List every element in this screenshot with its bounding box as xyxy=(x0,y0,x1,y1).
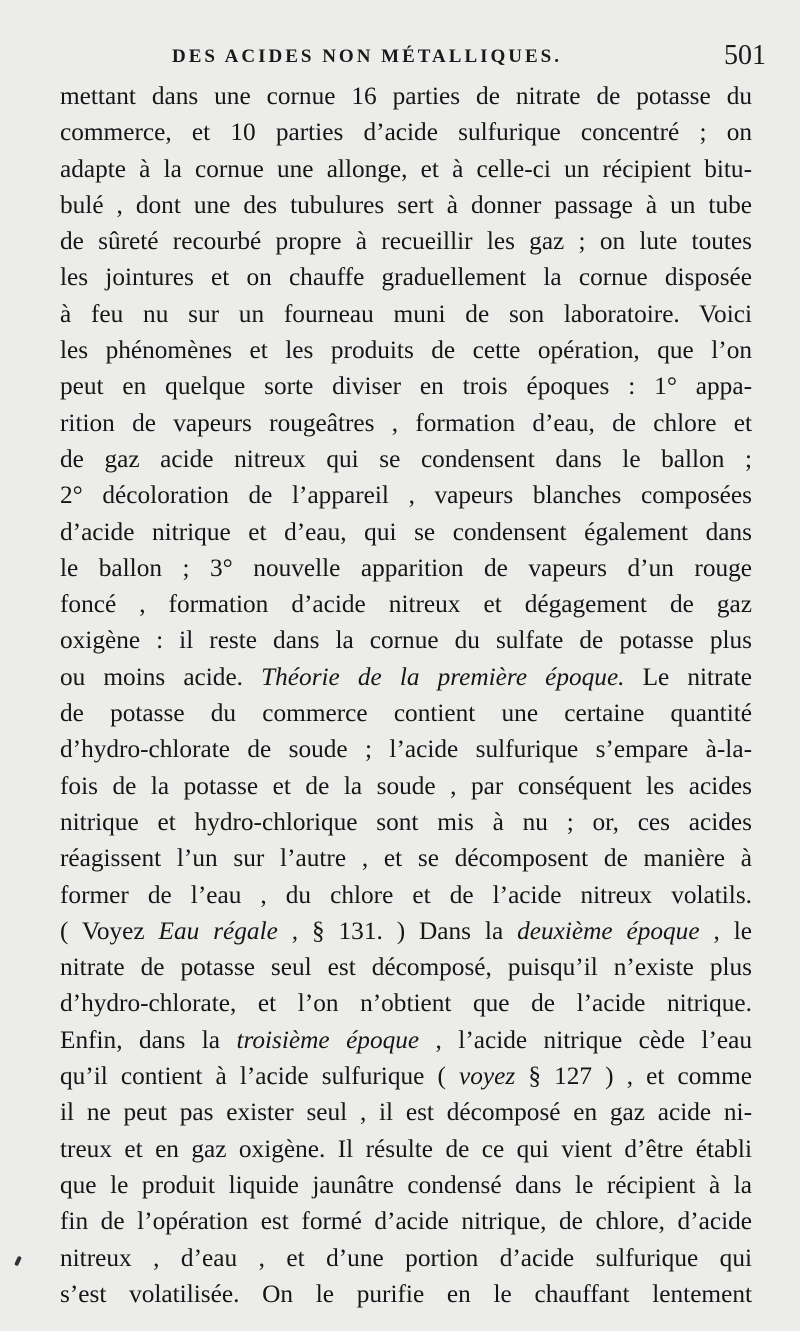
text-segment: , le xyxy=(699,916,752,945)
text-segment: adapte à la cornue une allonge, et à celle-ci un récipient bitu- xyxy=(60,154,752,183)
text-segment: commerce, et 10 parties d’acide sulfurique concentré ; on xyxy=(60,118,752,147)
text-line xyxy=(60,1022,752,1058)
text-segment: d’hydro-chlorate, et l’on n’obtient que de l’acide nitrique. xyxy=(60,989,752,1018)
page-number: 501 xyxy=(724,40,766,71)
text-segment: rition de vapeurs rougeâtres , formation d’eau, de chlore et xyxy=(60,408,752,437)
text-segment: s’est volatilisée. On le purifie en le chauffant lentement xyxy=(60,1279,752,1308)
text-segment: foncé , formation d’acide nitreux et dégagement de gaz xyxy=(60,590,752,619)
text-segment: treux et en gaz oxigène. Il résulte de ce qui vient d’être établi xyxy=(60,1134,752,1163)
text-line xyxy=(60,296,752,332)
text-line xyxy=(60,1276,752,1312)
text-segment: 2° décoloration de l’appareil , vapeurs blanches composées xyxy=(60,481,752,510)
margin-ink-mark xyxy=(14,1256,22,1267)
text-line xyxy=(60,1058,752,1094)
text-segment: bulé , dont une des tubulures sert à donner passage à un tube xyxy=(60,190,752,219)
text-segment: de gaz acide nitreux qui se condensent dans le ballon ; xyxy=(60,444,752,473)
text-line xyxy=(60,985,752,1021)
text-line xyxy=(60,1203,752,1239)
text-segment: , l’acide nitrique cède l’eau xyxy=(419,1025,752,1054)
text-line xyxy=(60,622,752,658)
text-line xyxy=(60,477,752,513)
text-segment: ( Voyez xyxy=(60,916,159,945)
running-title: DES ACIDES NON MÉTALLIQUES. xyxy=(172,46,563,67)
text-line xyxy=(60,731,752,767)
text-segment: nitreux , d’eau , et d’une portion d’acide sulfurique qui xyxy=(60,1243,752,1272)
text-line xyxy=(60,368,752,404)
text-segment: mettant dans une cornue 16 parties de nitrate de potasse du xyxy=(60,82,752,110)
text-segment: former de l’eau , du chlore et de l’acide nitreux volatils. xyxy=(60,880,752,909)
text-segment: § 131. ) Dans la xyxy=(298,916,518,945)
text-segment: fois de la potasse et de la soude , par conséquent les acides xyxy=(60,771,752,800)
text-segment: fin de l’opération est formé d’acide nitrique, de chlore, d’acide xyxy=(60,1207,752,1236)
text-segment: nitrique et hydro-chlorique sont mis à nu ; or, ces acides xyxy=(60,807,752,836)
text-segment: d’acide nitrique et d’eau, qui se condensent également dans xyxy=(60,517,752,546)
text-line xyxy=(60,695,752,731)
text-segment: à feu nu sur un fourneau muni de son laboratoire. Voici xyxy=(60,299,752,328)
text-line xyxy=(60,259,752,295)
italic-text: deuxième époque xyxy=(517,916,700,945)
text-segment: peut en quelque sorte diviser en trois époques : 1° appa- xyxy=(60,372,752,401)
text-line xyxy=(60,768,752,804)
text-line xyxy=(60,1240,752,1276)
text-line xyxy=(60,877,752,913)
text-segment: que le produit liquide jaunâtre condensé dans le récipient à la xyxy=(60,1170,752,1199)
text-line xyxy=(60,78,752,114)
text-segment: § 127 ) , et comme xyxy=(515,1062,752,1091)
text-segment: oxigène : il reste dans la cornue du sulfate de potasse plus xyxy=(60,626,752,655)
text-segment: Le nitrate xyxy=(624,662,752,691)
body-text xyxy=(60,78,752,1312)
text-line xyxy=(60,840,752,876)
text-line xyxy=(60,151,752,187)
text-line xyxy=(60,1167,752,1203)
text-line xyxy=(60,804,752,840)
text-line xyxy=(60,441,752,477)
text-segment: Enfin, dans la xyxy=(60,1025,237,1054)
text-segment: les jointures et on chauffe graduellement la cornue disposée xyxy=(60,263,752,292)
text-line xyxy=(60,187,752,223)
text-line xyxy=(60,514,752,550)
text-segment: d’hydro-chlorate de soude ; l’acide sulfurique s’empare à-la- xyxy=(60,735,752,764)
text-line xyxy=(60,913,752,949)
text-line xyxy=(60,550,752,586)
text-line xyxy=(60,949,752,985)
text-line xyxy=(60,1131,752,1167)
italic-text: voyez xyxy=(459,1062,516,1091)
italic-text: Théorie de la première époque. xyxy=(261,662,625,691)
text-line xyxy=(60,114,752,150)
text-segment: ou moins acide. xyxy=(60,662,262,691)
text-line xyxy=(60,659,752,695)
text-segment: les phénomènes et les produits de cette opération, que l’on xyxy=(60,336,752,365)
text-segment: nitrate de potasse seul est décomposé, puisqu’il n’existe plus xyxy=(60,953,752,982)
italic-text: Eau régale , xyxy=(158,916,299,945)
text-line xyxy=(60,332,752,368)
text-segment: réagissent l’un sur l’autre , et se décomposent de manière à xyxy=(60,844,752,873)
running-head xyxy=(60,40,766,80)
text-segment: de sûreté recourbé propre à recueillir les gaz ; on lute toutes xyxy=(60,227,752,256)
text-segment: de potasse du commerce contient une certaine quantité xyxy=(60,699,752,728)
text-line xyxy=(60,223,752,259)
text-segment: il ne peut pas exister seul , il est décomposé en gaz acide ni- xyxy=(60,1098,752,1127)
text-line xyxy=(60,405,752,441)
text-segment: le ballon ; 3° nouvelle apparition de vapeurs d’un rouge xyxy=(60,553,752,582)
text-line xyxy=(60,586,752,622)
text-line xyxy=(60,1094,752,1130)
italic-text: troisième époque xyxy=(236,1025,420,1054)
text-segment: qu’il contient à l’acide sulfurique ( xyxy=(60,1062,460,1091)
